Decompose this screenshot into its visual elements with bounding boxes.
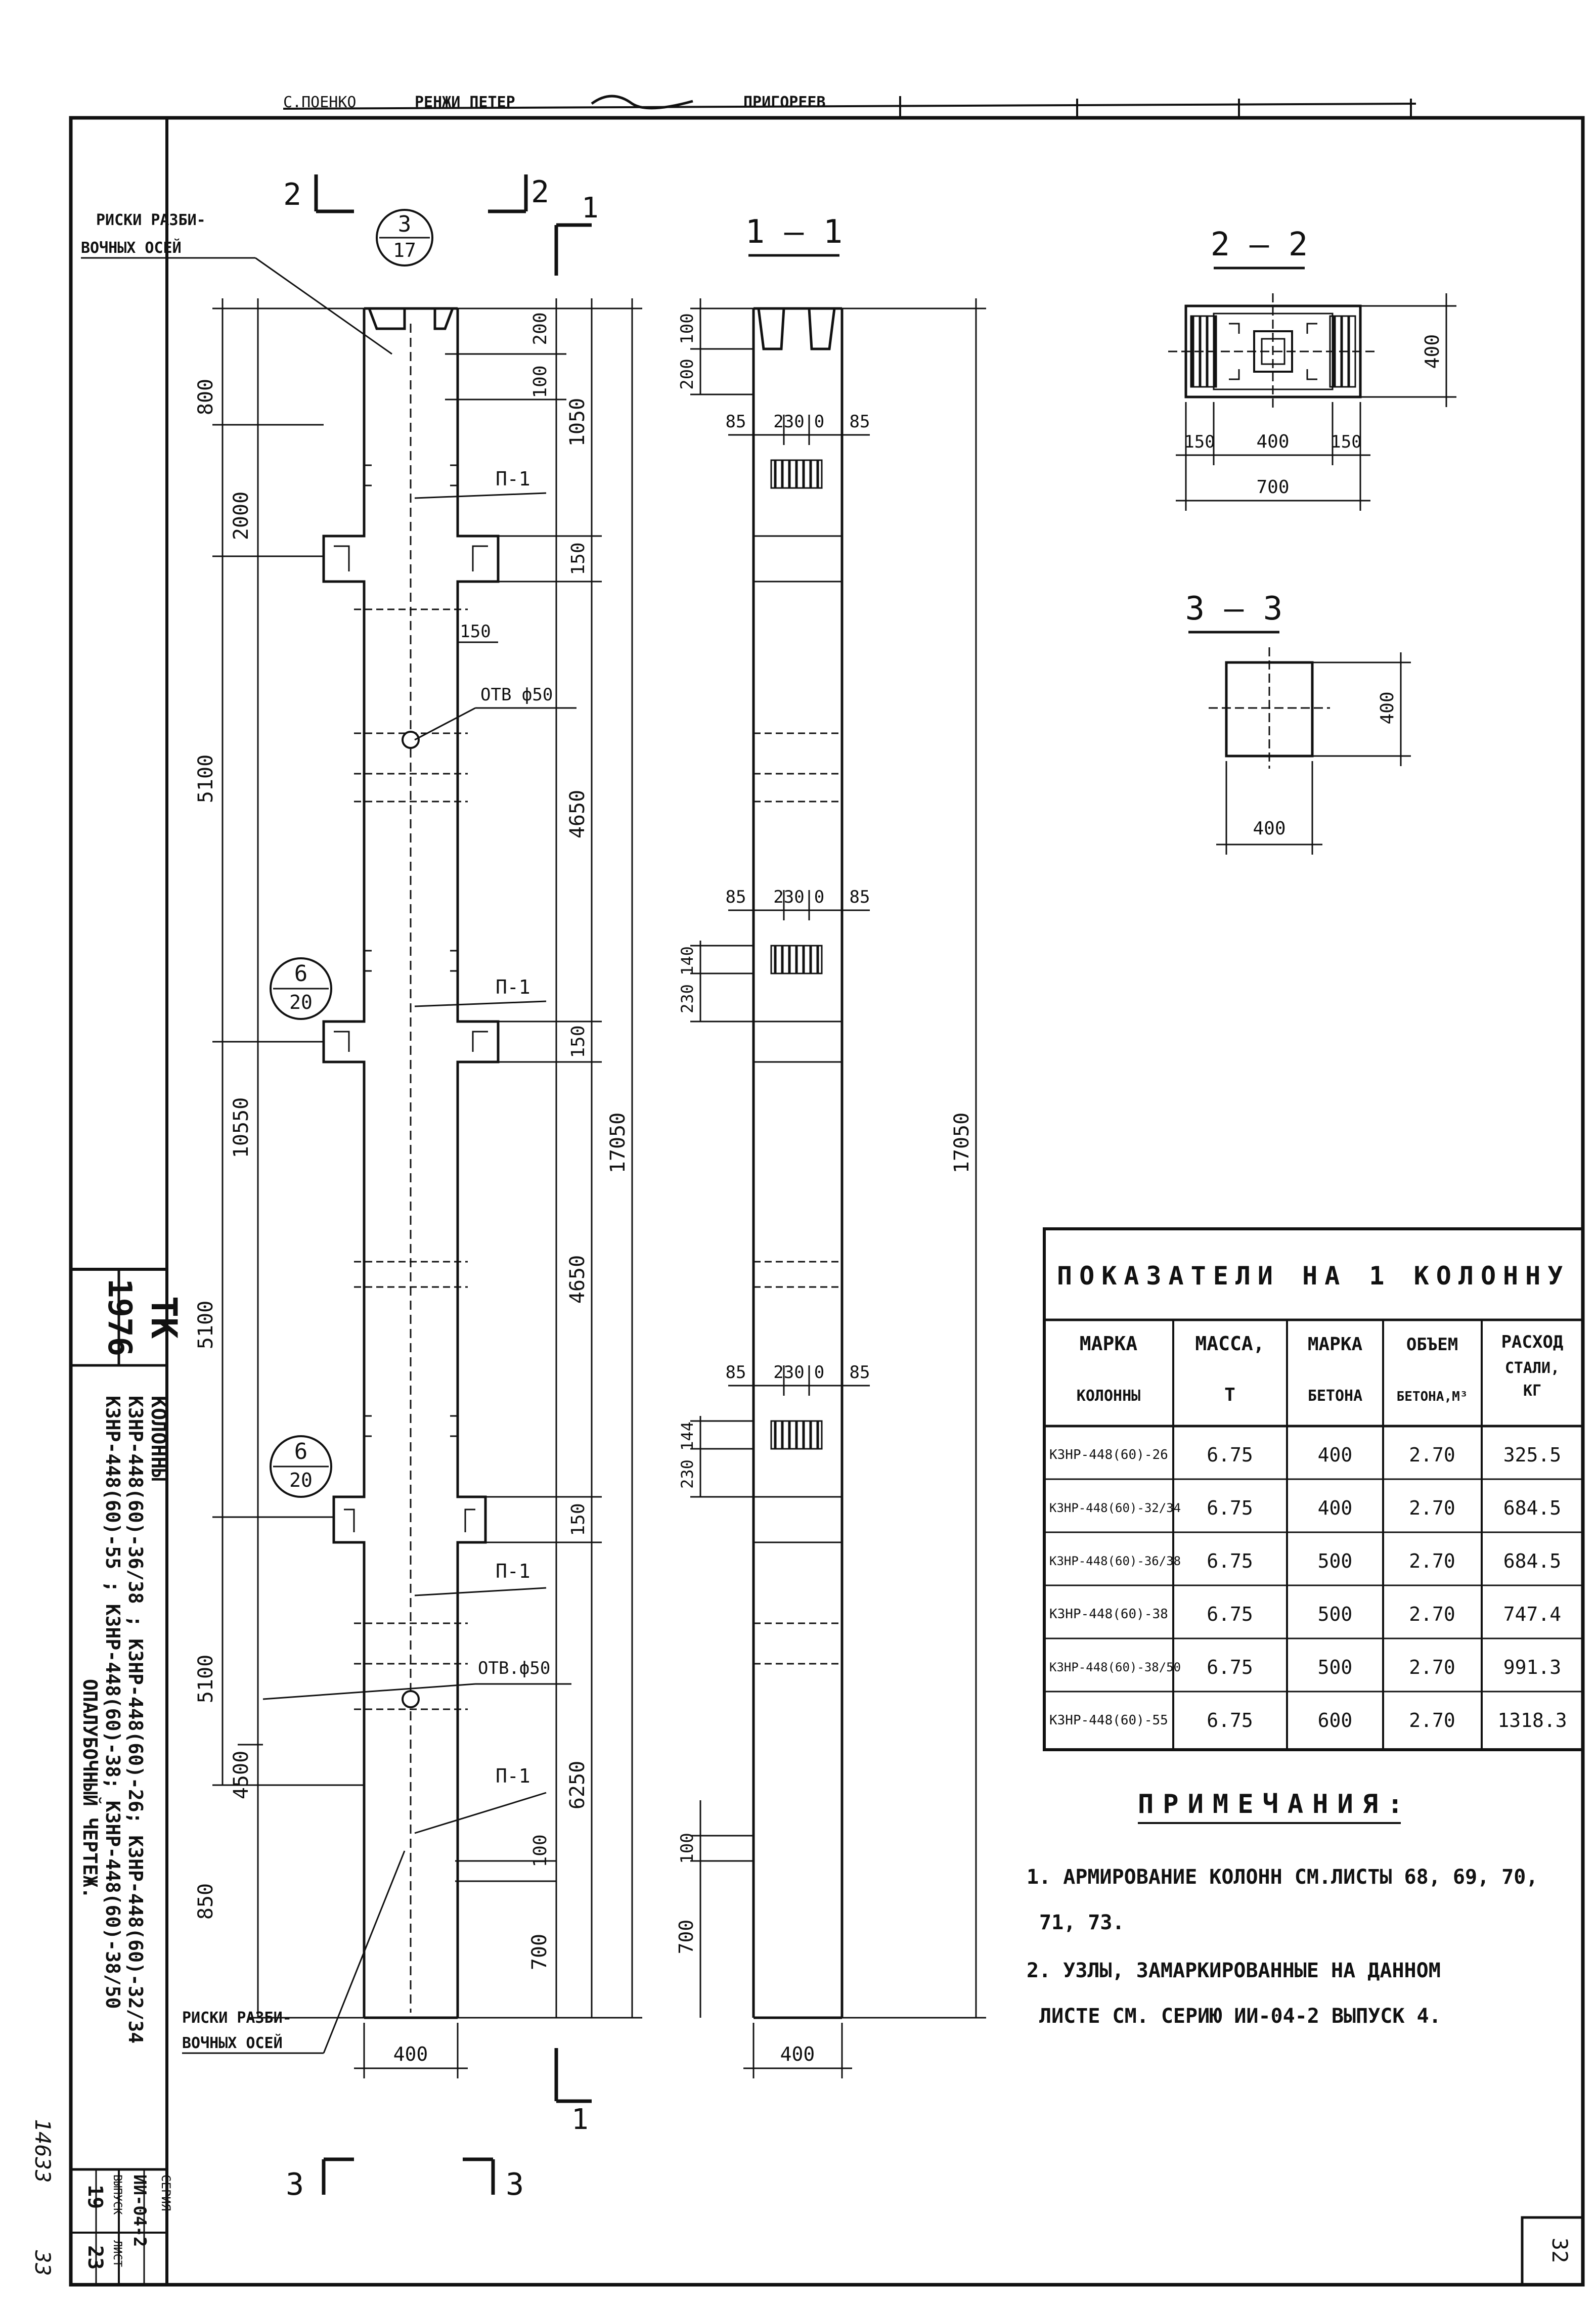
- th-volume-1: ОБЪЕМ: [1406, 1335, 1458, 1355]
- node-ref-1-top: 3: [397, 211, 412, 237]
- axis-note-top-1: РИСКИ РАЗБИ-: [96, 211, 206, 229]
- dim-4650-b: 4650: [566, 1255, 589, 1304]
- p1-label-4: П-1: [496, 1765, 530, 1787]
- hole-label-1: ОТВ ф50: [480, 685, 553, 705]
- note-2-line-2: ЛИСТЕ СМ. СЕРИЮ ИИ-04-2 ВЫПУСК 4.: [1039, 2005, 1441, 2028]
- s11-dim-230-1: 230: [773, 412, 805, 432]
- table-title: ПОКАЗАТЕЛИ НА 1 КОЛОННУ: [1057, 1261, 1570, 1291]
- cell-steel: 747.4: [1503, 1603, 1562, 1625]
- table-row-4: [1049, 1603, 1561, 1625]
- s11-dim-17050: 17050: [950, 1112, 973, 1174]
- dim-100-b: 100: [530, 1834, 551, 1868]
- title-line-4: ОПАЛУБОЧНЫЙ ЧЕРТЕЖ.: [79, 1679, 101, 1899]
- s11-dim-0-1: 0: [814, 412, 825, 432]
- s22-dim-150-left: 150: [1184, 432, 1215, 452]
- stamp-2: РЕНЖИ ПЕТЕР: [415, 94, 515, 111]
- node-ref-2-top: 6: [294, 961, 308, 987]
- s11-dim-85-left-1: 85: [725, 412, 746, 432]
- cut-2-right: 2: [531, 174, 550, 210]
- node-ref-1-bottom: 17: [393, 239, 416, 261]
- title-line-2: К3НР-448(60)-36/38 ; К3НР-448(60)-26; К3НР-448(60)-32/34: [124, 1396, 147, 2044]
- stamp-3: ПРИГОРЕЕВ: [743, 94, 826, 111]
- table-row-3: [1049, 1550, 1561, 1572]
- table-row-6: [1049, 1709, 1567, 1731]
- cut-mark-2-2: [316, 174, 526, 211]
- cell-concrete: 500: [1317, 1603, 1353, 1625]
- dim-5100-a: 5100: [194, 754, 217, 804]
- cell-mark: К3НР-448(60)-26: [1049, 1447, 1168, 1462]
- cell-steel: 325.5: [1503, 1444, 1562, 1466]
- cut-1-top: 1: [582, 192, 599, 225]
- th-mass-1: МАССА,: [1195, 1333, 1265, 1355]
- section-3-3-plan: [1209, 647, 1411, 855]
- s11-dim-700: 700: [675, 1919, 697, 1955]
- dim-200: 200: [530, 312, 551, 345]
- dim-2000: 2000: [230, 491, 253, 541]
- node-ref-6-20-a: [271, 958, 331, 1019]
- cell-volume: 2.70: [1409, 1550, 1455, 1572]
- dim-4500: 4500: [230, 1750, 253, 1800]
- cell-mark: К3НР-448(60)-38: [1049, 1607, 1168, 1622]
- axis-note-bottom-1: РИСКИ РАЗБИ-: [182, 2009, 292, 2027]
- dim-400-bottom: 400: [393, 2043, 428, 2065]
- cut-mark-1-top: [556, 225, 592, 276]
- dim-800: 800: [194, 378, 217, 416]
- table-row-2: [1049, 1497, 1561, 1519]
- cell-volume: 2.70: [1409, 1603, 1455, 1625]
- th-steel-1: РАСХОД: [1501, 1332, 1564, 1352]
- cell-mass: 6.75: [1207, 1550, 1253, 1572]
- notes-title: ПРИМЕЧАНИЯ:: [1138, 1789, 1412, 1819]
- th-mass-2: Т: [1224, 1385, 1235, 1405]
- cut-3-left: 3: [286, 2167, 304, 2202]
- cell-volume: 2.70: [1409, 1497, 1455, 1519]
- dim-1050: 1050: [566, 397, 589, 447]
- title-issue-label: ВЫПУСК: [111, 2174, 123, 2215]
- cell-volume: 2.70: [1409, 1444, 1455, 1466]
- cell-mark: К3НР-448(60)-38/50: [1049, 1660, 1181, 1674]
- dim-150-b: 150: [568, 1025, 589, 1058]
- note-1-line-2: 71, 73.: [1039, 1911, 1125, 1934]
- cell-steel: 1318.3: [1497, 1709, 1567, 1731]
- section-2-2-title: 2 – 2: [1210, 226, 1308, 263]
- node-ref-3-bottom: 20: [289, 1469, 313, 1491]
- cut-2-left: 2: [283, 177, 302, 212]
- cell-mark: К3НР-448(60)-55: [1049, 1713, 1168, 1728]
- cut-1-bottom: 1: [571, 2103, 589, 2136]
- s11-dim-200: 200: [677, 359, 697, 390]
- title-line-1: КОЛОННЫ: [147, 1396, 170, 1481]
- stamp-1: С.ПОЕНКО: [283, 94, 357, 111]
- s11-dim-85-right-2: 85: [849, 887, 870, 907]
- cell-concrete: 600: [1317, 1709, 1353, 1731]
- th-volume-2: БЕТОНА,М³: [1396, 1389, 1468, 1404]
- margin-inventory-number: 14633: [30, 2119, 55, 2183]
- s11-dim-85-left-3: 85: [725, 1362, 746, 1383]
- dim-700: 700: [528, 1933, 551, 1971]
- title-series: ИИ-04-2: [129, 2174, 150, 2247]
- dim-4650-a: 4650: [566, 789, 589, 839]
- table-row-1: [1049, 1444, 1561, 1466]
- cell-steel: 684.5: [1503, 1550, 1562, 1572]
- th-concrete-2: БЕТОНА: [1307, 1387, 1363, 1405]
- s11-dim-230-2: 230: [773, 887, 805, 907]
- title-sheet-label: ЛИСТ: [111, 2240, 123, 2267]
- cell-steel: 684.5: [1503, 1497, 1562, 1519]
- node-ref-2-bottom: 20: [289, 991, 313, 1013]
- dim-6250: 6250: [566, 1760, 589, 1810]
- cell-steel: 991.3: [1503, 1656, 1562, 1678]
- th-steel-2: СТАЛИ,: [1504, 1359, 1560, 1377]
- margin-number: 33: [30, 2250, 55, 2276]
- cell-concrete: 400: [1317, 1444, 1353, 1466]
- cell-mass: 6.75: [1207, 1656, 1253, 1678]
- cell-concrete: 500: [1317, 1550, 1353, 1572]
- s11-dim-230-v2: 230: [678, 1459, 697, 1489]
- s11-dim-144: 144: [678, 1422, 697, 1451]
- cut-3-right: 3: [506, 2167, 524, 2202]
- s11-dim-140: 140: [678, 946, 697, 975]
- dim-5100-b: 5100: [194, 1300, 217, 1350]
- section-3-3-title: 3 – 3: [1185, 590, 1283, 628]
- title-sheet: 23: [83, 2245, 107, 2270]
- cell-concrete: 400: [1317, 1497, 1353, 1519]
- note-2-line-1: 2. УЗЛЫ, ЗАМАРКИРОВАННЫЕ НА ДАННОМ: [1027, 1959, 1441, 1982]
- hole-label-2: ОТВ.ф50: [478, 1658, 551, 1678]
- s22-dim-400-h: 400: [1256, 431, 1290, 452]
- cell-mass: 6.75: [1207, 1444, 1253, 1466]
- cell-mark: К3НР-448(60)-36/38: [1049, 1554, 1181, 1568]
- header-stamps: [283, 94, 1416, 118]
- dim-150-c: 150: [568, 1503, 589, 1536]
- cell-volume: 2.70: [1409, 1709, 1455, 1731]
- cut-mark-3-3: [324, 2159, 493, 2195]
- cell-mass: 6.75: [1207, 1603, 1253, 1625]
- title-org: ТК: [143, 1296, 185, 1339]
- section-1-1-plates: [771, 460, 825, 1449]
- node-ref-6-20-b: [271, 1436, 331, 1497]
- title-year: 1976: [101, 1278, 138, 1357]
- dim-5100-c: 5100: [194, 1654, 217, 1704]
- th-mark-2: КОЛОННЫ: [1076, 1387, 1141, 1405]
- s11-dim-100-b: 100: [677, 1833, 697, 1864]
- s11-dim-85-right-3: 85: [849, 1362, 870, 1383]
- cell-concrete: 500: [1317, 1656, 1353, 1678]
- axis-note-bottom-2: ВОЧНЫХ ОСЕЙ: [182, 2034, 283, 2052]
- p1-label-1: П-1: [496, 468, 530, 490]
- table-row-5: [1049, 1656, 1561, 1678]
- section-1-1-dashes: [753, 733, 842, 1664]
- node-ref-3-17: [377, 210, 432, 265]
- section-1-1-dim-lines: [690, 298, 986, 2078]
- cut-mark-1-bottom: [556, 2048, 592, 2101]
- s33-dim-400-v: 400: [1377, 691, 1398, 725]
- dim-150-a: 150: [568, 542, 589, 575]
- th-concrete-1: МАРКА: [1307, 1334, 1363, 1355]
- note-1-line-1: 1. АРМИРОВАНИЕ КОЛОНН СМ.ЛИСТЫ 68, 69, 70,: [1027, 1866, 1538, 1889]
- title-series-label: СЕРИЯ: [159, 2174, 173, 2211]
- dim-17050: 17050: [606, 1112, 630, 1174]
- section-1-1-outline: [753, 308, 842, 2018]
- cell-mass: 6.75: [1207, 1497, 1253, 1519]
- title-issue: 19: [83, 2185, 107, 2209]
- title-block: [71, 1269, 185, 2285]
- dim-10550: 10550: [230, 1097, 253, 1159]
- s22-dim-400-v: 400: [1421, 334, 1443, 369]
- cell-mark: К3НР-448(60)-32/34: [1049, 1501, 1181, 1515]
- s11-dim-0-3: 0: [814, 1362, 825, 1383]
- p1-label-3: П-1: [496, 1560, 530, 1582]
- s11-dim-230-v1: 230: [678, 984, 697, 1013]
- s11-dim-85-left-2: 85: [725, 887, 746, 907]
- cell-volume: 2.70: [1409, 1656, 1455, 1678]
- section-1-1-title: 1 – 1: [745, 213, 843, 251]
- page-number: 32: [1547, 2237, 1572, 2263]
- s11-dim-400: 400: [780, 2043, 815, 2065]
- s22-dim-700: 700: [1256, 477, 1290, 498]
- dim-150-horizontal: 150: [460, 621, 491, 642]
- node-ref-3-top: 6: [294, 1439, 308, 1464]
- dim-100-a: 100: [530, 365, 551, 398]
- p1-label-2: П-1: [496, 976, 530, 998]
- th-steel-3: КГ: [1523, 1382, 1542, 1400]
- dim-850: 850: [194, 1883, 217, 1920]
- s11-dim-0-2: 0: [814, 887, 825, 907]
- s11-dim-230-3: 230: [773, 1362, 805, 1383]
- title-line-3: К3НР-448(60)-55 ; К3НР-448(60)-38; К3НР-448(60)-38/50: [102, 1396, 124, 2009]
- s11-dim-85-right-1: 85: [849, 412, 870, 432]
- s22-dim-150-right: 150: [1331, 432, 1362, 452]
- hole-lower: [403, 1691, 419, 1707]
- th-mark-1: МАРКА: [1079, 1333, 1138, 1355]
- s33-dim-400-h: 400: [1253, 818, 1286, 839]
- s11-dim-100: 100: [677, 313, 697, 344]
- axis-note-top-2: ВОЧНЫХ ОСЕЙ: [81, 239, 182, 257]
- cell-mass: 6.75: [1207, 1709, 1253, 1731]
